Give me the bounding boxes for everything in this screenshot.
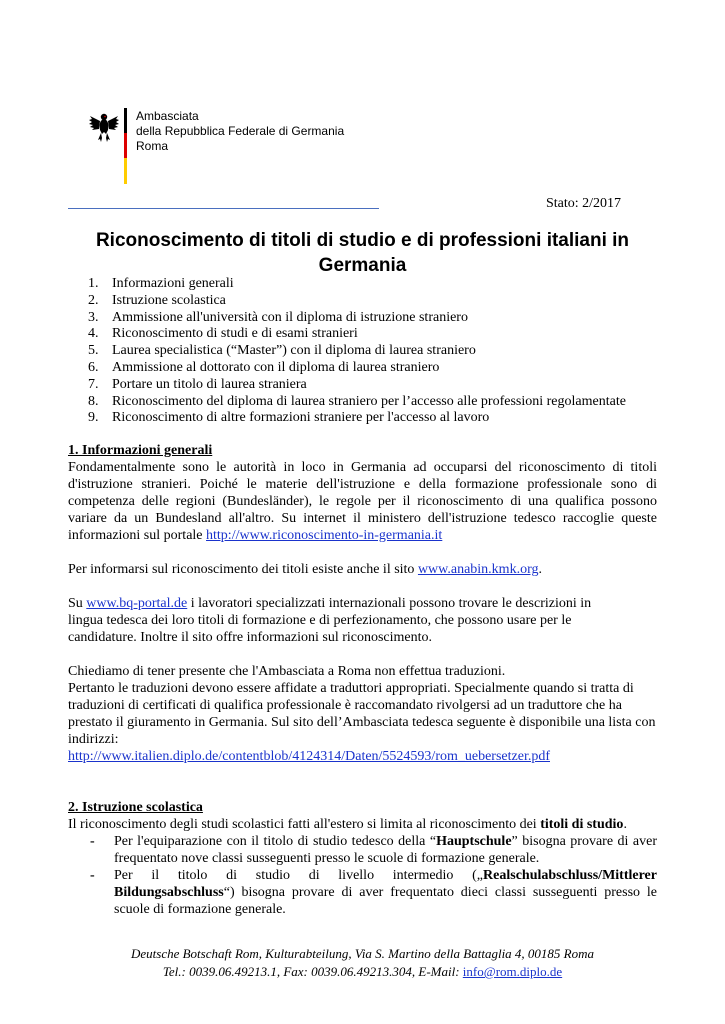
toc-text: Portare un titolo di laurea straniera bbox=[112, 376, 307, 392]
toc-item bbox=[88, 310, 626, 327]
section-1-heading bbox=[68, 442, 657, 459]
toc-text: Laurea specialistica (“Master”) con il diploma di laurea straniero bbox=[112, 343, 476, 359]
paragraph-text: Su bbox=[68, 596, 87, 611]
toc-item bbox=[88, 410, 626, 427]
footer-address: Deutsche Botschaft Rom, Kulturabteilung, Via S. Martino della Battaglia 4, 00185 Roma bbox=[130, 946, 595, 961]
paragraph-bold: titoli di studio bbox=[540, 817, 624, 832]
toc-text: Istruzione scolastica bbox=[112, 292, 226, 308]
toc-number: 9. bbox=[88, 410, 99, 426]
toc-number: 7. bbox=[88, 376, 99, 392]
toc-text: Riconoscimento di altre formazioni straniere per l'accesso al lavoro bbox=[112, 410, 490, 426]
section-1-paragraph-1 bbox=[68, 459, 657, 544]
item-bold: Hauptschule bbox=[436, 834, 512, 849]
toc-number: 3. bbox=[88, 309, 99, 325]
email-link[interactable]: info@rom.diplo.de bbox=[462, 964, 563, 979]
toc-item bbox=[88, 377, 626, 394]
footer-contacts-text: Tel.: 0039.06.49213.1, Fax: 0039.06.49213.304, E-Mail: bbox=[162, 964, 463, 979]
toc-text: Ammissione al dottorato con il diploma di laurea straniero bbox=[112, 359, 440, 375]
list-item bbox=[68, 867, 657, 918]
section-1-heading-text: . Informazioni generali bbox=[75, 443, 213, 458]
toc-text: Ammissione all'università con il diploma di istruzione straniero bbox=[112, 309, 468, 325]
section-1-number: 1 bbox=[68, 443, 75, 458]
sender-line-2: della Repubblica Federale di Germania bbox=[136, 124, 345, 138]
riconoscimento-link[interactable]: http://www.riconoscimento-in-germania.it bbox=[206, 528, 443, 543]
paragraph-text: Per informarsi sul riconoscimento dei titoli esiste anche il sito bbox=[68, 562, 418, 577]
document-title: Riconoscimento di titoli di studio e di professioni italiani in Germania bbox=[95, 230, 630, 276]
federal-eagle-icon bbox=[88, 110, 120, 144]
toc-number: 2. bbox=[88, 292, 99, 308]
toc-text: Riconoscimento di studi e di esami stranieri bbox=[112, 326, 358, 342]
embassy-sender-block bbox=[136, 109, 344, 154]
paragraph-text: Il riconoscimento degli studi scolastici fatti all'estero si limita al riconoscimento dei bbox=[68, 817, 541, 832]
paragraph-end: . bbox=[623, 817, 627, 832]
header-divider bbox=[68, 208, 379, 209]
document-status: Stato: 2/2017 bbox=[545, 196, 621, 211]
german-flag-bar bbox=[124, 108, 127, 184]
anabin-link[interactable]: www.anabin.kmk.org bbox=[417, 562, 539, 577]
section-2-heading: 2. Istruzione scolastica bbox=[68, 800, 203, 815]
item-text: “) bisogna provare di aver frequentato dieci classi susseguenti presso le scuole di formazione generale. bbox=[114, 885, 657, 917]
toc-item bbox=[88, 326, 626, 343]
main-content bbox=[68, 442, 657, 918]
toc-item bbox=[88, 394, 626, 411]
toc-item bbox=[88, 360, 626, 377]
item-text: ” bisogna provare di aver frequentato nove classi susseguenti presso le scuole di formazione generale. bbox=[114, 834, 658, 866]
page-footer bbox=[60, 945, 665, 981]
section-1-paragraph-2 bbox=[68, 561, 657, 578]
bq-portal-link[interactable]: www.bq-portal.de bbox=[86, 596, 188, 611]
section-1-paragraph-4-link-line bbox=[68, 748, 657, 765]
section-2-intro bbox=[68, 816, 657, 833]
paragraph-text: i lavoratori specializzati internazionali possono trovare le descrizioni in lingua tedesca dei loro titoli di formazione e di perfezionamento, che possono usare per le candidature. Inoltre il sito offre informazioni sul riconoscimento. bbox=[68, 596, 592, 645]
section-1-paragraph-4b: Pertanto le traduzioni devono essere affidate a traduttori appropriati. Specialmente quando si tratta di traduzioni di certificati di qualifica professionale è raccomandato rivolgersi ad un traduttore che ha prestato il giuramento in Germania. Sul sito dell’Ambasciata tedesca seguente è disponibile una lista con indirizzi: bbox=[68, 681, 656, 747]
toc-number: 8. bbox=[88, 393, 99, 409]
footer-contacts bbox=[60, 963, 665, 981]
section-1-paragraph-3 bbox=[68, 595, 628, 646]
toc-item bbox=[88, 276, 626, 293]
sender-line-1: Ambasciata bbox=[136, 109, 199, 123]
section-1-paragraph-4a: Chiediamo di tener presente che l'Ambasciata a Roma non effettua traduzioni. bbox=[68, 664, 506, 679]
toc-number: 6. bbox=[88, 359, 99, 375]
item-text: Per l'equiparazione con il titolo di studio tedesco della “ bbox=[114, 834, 437, 849]
list-item bbox=[68, 833, 657, 867]
toc-item bbox=[88, 343, 626, 360]
translators-pdf-link[interactable]: http://www.italien.diplo.de/contentblob/4124314/Daten/5524593/rom_uebersetzer.pdf bbox=[68, 749, 550, 764]
dash-bullet: - bbox=[90, 834, 95, 849]
item-bold: Realschulabschluss/Mittlerer Bildungsabschluss bbox=[114, 868, 657, 900]
table-of-contents bbox=[88, 276, 626, 427]
toc-text: Riconoscimento del diploma di laurea straniero per l’accesso alle professioni regolamentate bbox=[112, 393, 626, 409]
sender-line-3: Roma bbox=[136, 139, 169, 153]
toc-number: 4. bbox=[88, 326, 99, 342]
toc-number: 1. bbox=[88, 276, 99, 291]
dash-bullet: - bbox=[90, 868, 95, 883]
paragraph-text: Fondamentalmente sono le autorità in loco in Germania ad occuparsi del riconoscimento di titoli d'istruzione stranieri. Poiché le materie dell'istruzione e della formazione professionale sono di competenza delle regioni (Bundesländer), le regole per il riconoscimento di una qualifica possono variare da un Bundesland all'altro. Su internet il ministero dell'istruzione tedesco raccoglie queste informazioni sul portale bbox=[68, 460, 657, 543]
toc-item bbox=[88, 293, 626, 310]
item-text: Per il titolo di studio di livello intermedio („ bbox=[114, 868, 484, 883]
paragraph-end: . bbox=[538, 562, 542, 577]
toc-number: 5. bbox=[88, 343, 99, 359]
toc-text: Informazioni generali bbox=[112, 276, 234, 291]
